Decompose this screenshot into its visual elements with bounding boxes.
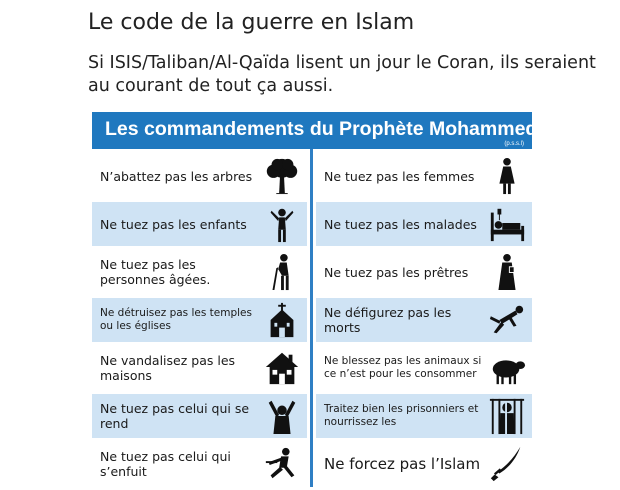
fallen-body-icon [488,301,526,339]
commandment-cell [316,394,532,438]
commandment-text: Ne tuez pas les prêtres [324,264,469,280]
commandment-cell [92,346,307,390]
priest-icon [488,253,526,291]
tree-icon [263,157,301,195]
commandment-cell [316,298,532,342]
banner-pbuh: (p.s.s.l) [504,141,524,147]
banner-title: Les commandements du Prophète Mohammed [105,118,538,140]
prisoner-bars-icon [488,397,526,435]
commandment-cell [92,394,307,438]
commandment-cell [92,250,307,294]
sword-icon [488,445,526,483]
page-title: Le code de la guerre en Islam [88,10,415,35]
commandment-text: Ne vandalisez pas les maisons [100,353,236,383]
banner [92,112,538,149]
commandment-text: Ne tuez pas celui qui s’enfuit [100,449,231,479]
commandments-infographic [92,112,538,487]
commandment-cell [92,154,307,198]
commandment-text: Traitez bien les prisonniers et nourrissez les [324,403,479,428]
commandment-text: Ne tuez pas celui qui se rend [100,401,250,431]
surrender-icon [263,397,301,435]
child-icon [263,205,301,243]
commandment-text: Ne tuez pas les malades [324,216,477,232]
commandment-text: Ne tuez pas les personnes âgées. [100,257,211,287]
commandment-cell [316,346,532,390]
commandment-text: Ne tuez pas les femmes [324,168,475,184]
commandment-text: Ne détruisez pas les temples ou les églises [100,307,252,332]
sheep-icon [488,349,526,387]
commandment-cell [316,154,532,198]
commandment-cell [92,442,307,486]
commandment-text: Ne tuez pas les enfants [100,216,247,232]
commandment-cell [92,202,307,246]
commandment-text: Ne blessez pas les animaux si ce n’est pour les consommer [324,355,482,380]
commandment-cell [316,202,532,246]
woman-icon [488,157,526,195]
commandment-text: N’abattez pas les arbres [100,168,253,184]
commandment-text: Ne forcez pas l’Islam [324,454,481,473]
page-subtitle: Si ISIS/Taliban/Al-Qaïda lisent un jour le Coran, ils seraient au courant de tout ça aussi. [88,53,596,96]
commandment-cell [316,442,532,486]
fleeing-soldier-icon [263,445,301,483]
church-icon [263,301,301,339]
sick-person-bed-icon [488,205,526,243]
commandment-cell [92,298,307,342]
house-icon [263,349,301,387]
commandment-text: Ne défigurez pas les morts [324,305,452,335]
commandment-cell [316,250,532,294]
elderly-person-cane-icon [263,253,301,291]
column-divider [310,149,313,487]
